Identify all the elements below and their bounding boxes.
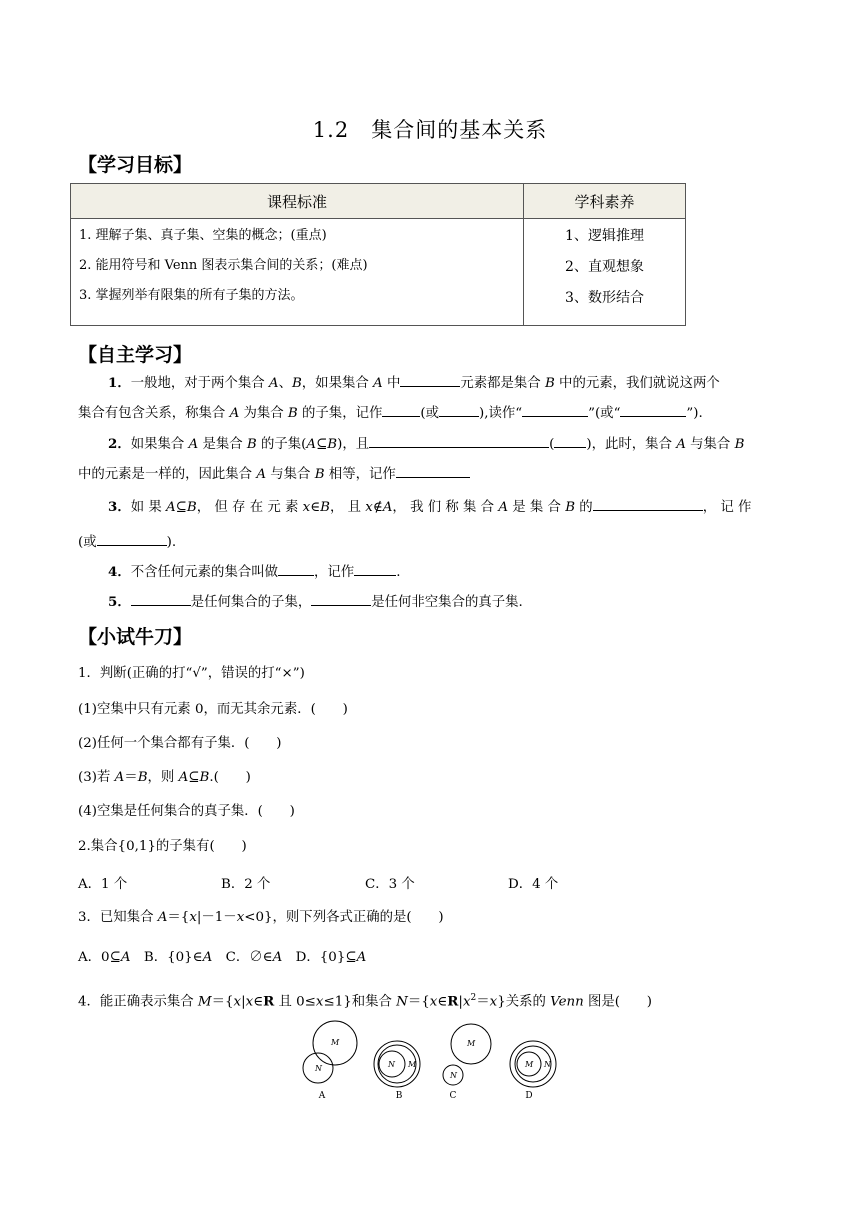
page-title: 1.2 集合间的基本关系 [312, 118, 548, 142]
literacy-cell [524, 219, 686, 326]
self-study-q3-line2: (或 ). [78, 531, 176, 553]
section-heading-goals: 【学习目标】 [78, 154, 193, 176]
fill-blank[interactable] [396, 463, 470, 478]
practice-q2: 2.集合{0,1}的子集有( ) [78, 839, 247, 854]
practice-q1-item2: (2)任何一个集合都有子集．( ) [78, 736, 282, 751]
fill-blank[interactable] [554, 433, 586, 448]
standard-item: 1. 理解子集、真子集、空集的概念；(重点) [79, 228, 327, 243]
venn-c-label-m: M [467, 1039, 476, 1048]
header-subject-literacy: 学科素养 [524, 184, 686, 219]
self-study-q5: 5． 是任何集合的子集， 是任何非空集合的真子集. [108, 591, 523, 613]
self-study-q2-line1: 2．如果集合 A 是集合 B 的子集(A⊆B)，且 ( )，此时，集合 A 与集合 B [108, 433, 744, 455]
practice-q1-item3: (3)若 A＝B，则 A⊆B.( ) [78, 770, 251, 785]
fill-blank[interactable] [278, 561, 314, 576]
practice-q1-item4: (4)空集是任何集合的真子集．( ) [78, 804, 295, 819]
practice-q3: 3．已知集合 A＝{x|－1－x<0}，则下列各式正确的是( ) [78, 910, 444, 925]
self-study-q2-line2: 中的元素是一样的，因此集合 A 与集合 B 相等，记作 [78, 463, 470, 485]
standard-item: 3. 掌握列举有限集的所有子集的方法。 [79, 288, 304, 303]
fill-blank[interactable] [522, 402, 588, 417]
literacy-item: 3、数形结合 [565, 290, 644, 306]
venn-label-d: D [525, 1091, 533, 1101]
venn-b-label-n: N [388, 1060, 395, 1069]
fill-blank[interactable] [593, 496, 703, 511]
fill-blank[interactable] [354, 561, 396, 576]
practice-q2-option-d[interactable]: D．4 个 [508, 877, 559, 892]
venn-d-label-m: M [525, 1060, 534, 1069]
header-course-standard: 课程标准 [71, 184, 524, 219]
self-study-q4: 4．不含任何元素的集合叫做 ，记作 . [108, 561, 400, 583]
self-study-q1-line1: 1．一般地，对于两个集合 A、B，如果集合 A 中 元素都是集合 B 中的元素，我们就说这两个 [108, 372, 720, 394]
section-heading-self-study: 【自主学习】 [78, 344, 193, 366]
practice-q3-option-a[interactable]: A．0⊆A [78, 950, 131, 965]
practice-q1-item1: (1)空集中只有元素 0，而无其余元素．( ) [78, 702, 348, 717]
venn-diagram-options [300, 1018, 570, 1104]
section-heading-practice: 【小试牛刀】 [78, 626, 193, 648]
practice-q3-option-c[interactable]: C．∅∈A [212, 950, 283, 965]
practice-q4: 4．能正确表示集合 M＝{x|x∈R 且 0≤x≤1}和集合 $N=\{x\in R|x^2=x\}$关系的 Venn 图是( ) [78, 993, 653, 1010]
standards-cell [71, 219, 524, 326]
venn-d-label-n: N [544, 1060, 551, 1069]
fill-blank[interactable] [382, 402, 420, 417]
practice-q3-option-b[interactable]: B．{0}∈A [130, 950, 213, 965]
venn-label-a: A [318, 1091, 326, 1101]
practice-q2-option-b[interactable]: B．2 个 [221, 877, 271, 892]
literacy-item: 2、直观想象 [565, 259, 644, 275]
literacy-item: 1、逻辑推理 [565, 228, 644, 244]
standard-item: 2. 能用符号和 Venn 图表示集合间的关系；(难点) [79, 258, 368, 273]
practice-q1: 1．判断(正确的打“√”，错误的打“×”) [78, 666, 305, 681]
practice-q2-option-c[interactable]: C．3 个 [365, 877, 415, 892]
self-study-q1-line2: 集合有包含关系，称集合 A 为集合 B 的子集，记作 (或 ),读作“ ”(或“ ”). [78, 402, 703, 424]
fill-blank[interactable] [131, 591, 191, 606]
venn-a-label-n: N [315, 1064, 322, 1073]
fill-blank[interactable] [400, 372, 460, 387]
fill-blank[interactable] [439, 402, 479, 417]
venn-label-c: C [449, 1091, 457, 1101]
venn-label-b: B [395, 1091, 403, 1101]
practice-q3-option-d[interactable]: D．{0}⊆A [282, 950, 367, 965]
fill-blank[interactable] [97, 531, 167, 546]
fill-blank[interactable] [620, 402, 686, 417]
fill-blank[interactable] [311, 591, 371, 606]
venn-b-label-m: M [408, 1060, 417, 1069]
fill-blank[interactable] [369, 433, 549, 448]
self-study-q3-line1: 3．如 果 A⊆B， 但 存 在 元 素 x∈B， 且 x∉A， 我 们 称 集 合 A 是 集 合 B 的 ， 记 作 [108, 496, 751, 518]
goals-table [70, 183, 686, 326]
venn-a-label-m: M [331, 1038, 340, 1047]
venn-c-label-n: N [450, 1071, 457, 1080]
practice-q2-option-a[interactable]: A．1 个 [78, 877, 128, 892]
practice-q3-options [78, 948, 366, 968]
